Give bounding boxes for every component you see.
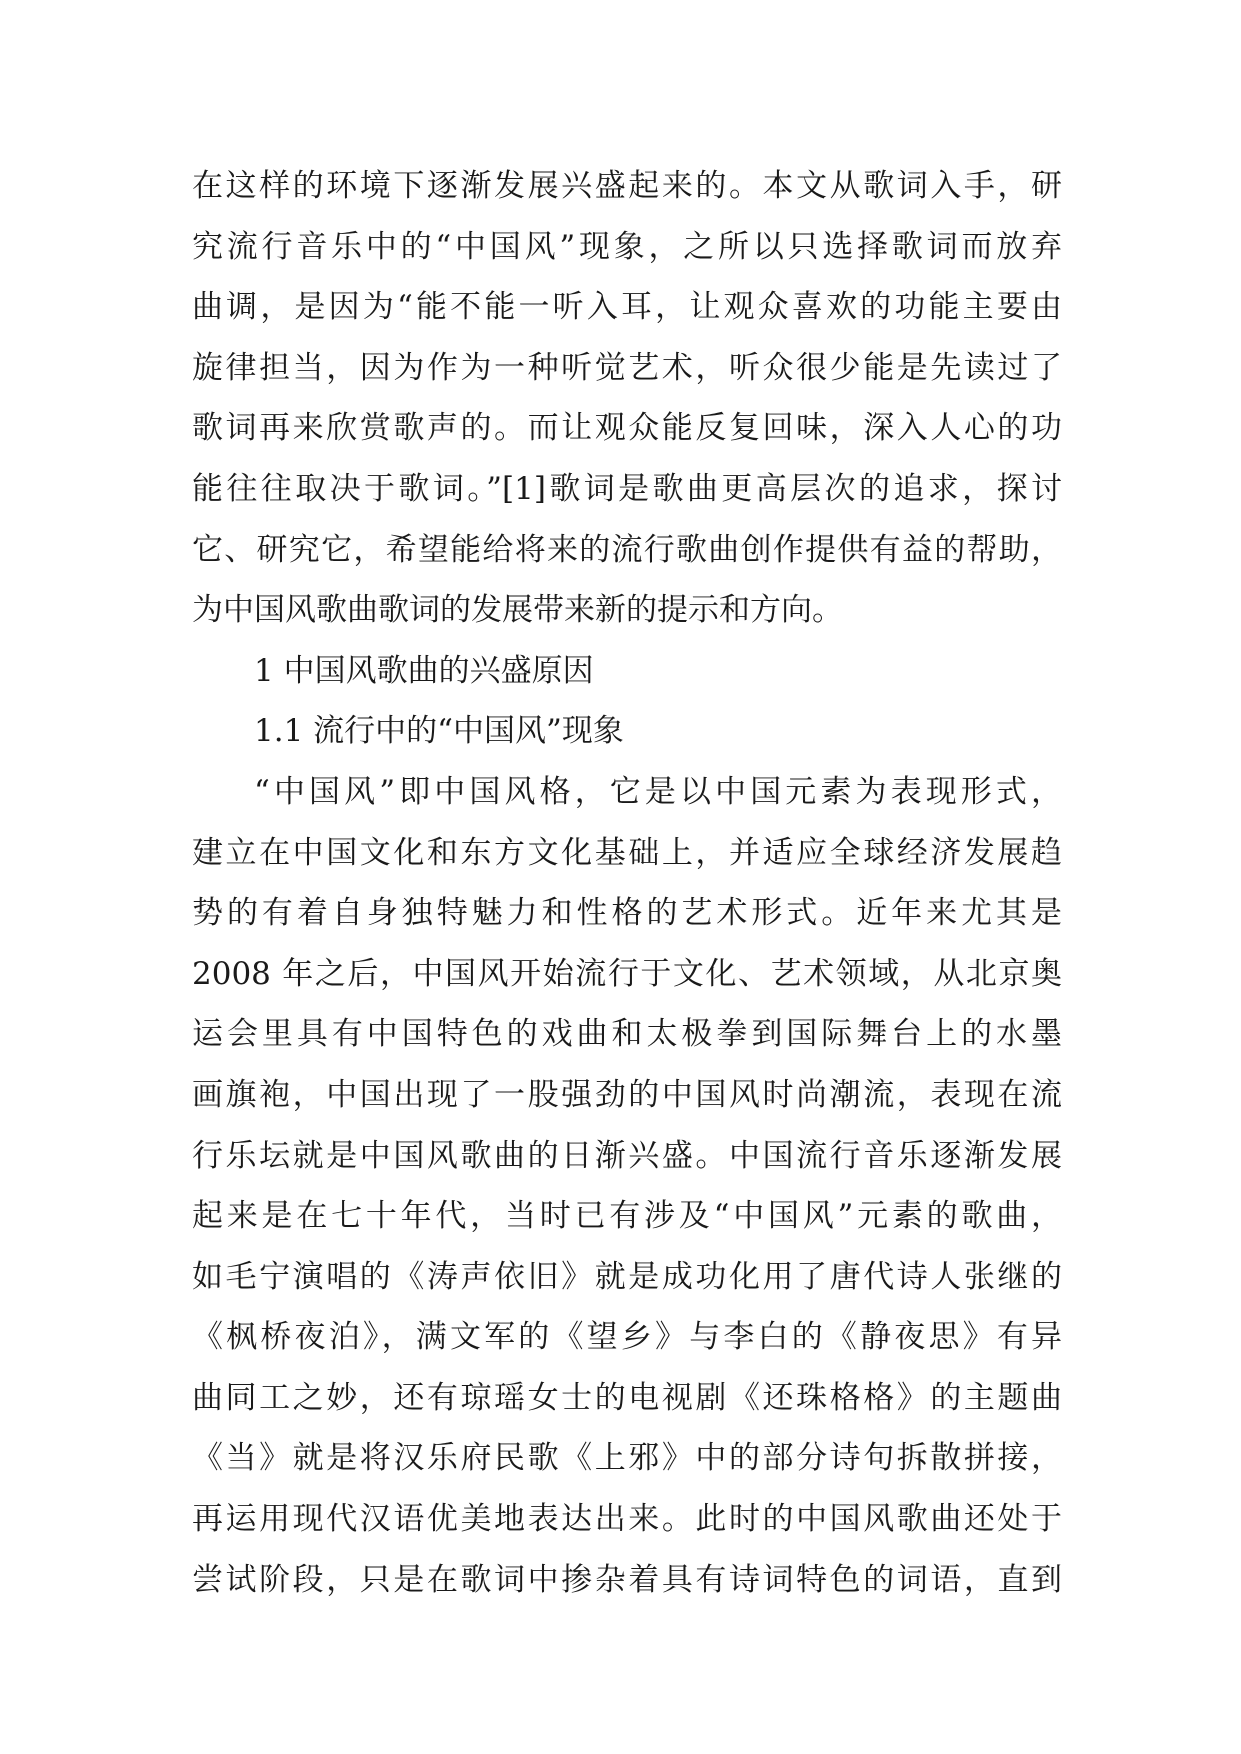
text-line: 它、研究它，希望能给将来的流行歌曲创作提供有益的帮助， (192, 531, 1062, 568)
text-line: 《当》就是将汉乐府民歌《上邪》中的部分诗句拆散拼接， (192, 1440, 1062, 1477)
text-line: 《枫桥夜泊》，满文军的《望乡》与李白的《静夜思》有异 (192, 1319, 1062, 1356)
text-line: 究流行音乐中的“中国风”现象，之所以只选择歌词而放弃 (192, 228, 1062, 265)
body-text (192, 156, 1062, 1610)
text-line: 曲同工之妙，还有琼瑶女士的电视剧《还珠格格》的主题曲 (192, 1379, 1062, 1416)
text-line: 如毛宁演唱的《涛声依旧》就是成功化用了唐代诗人张继的 (192, 1258, 1062, 1295)
text-line: 行乐坛就是中国风歌曲的日渐兴盛。中国流行音乐逐渐发展 (192, 1137, 1062, 1174)
paragraph-end-line: 为中国风歌曲歌词的发展带来新的提示和方向。 (192, 592, 843, 629)
text-line: 2008 年之后，中国风开始流行于文化、艺术领域，从北京奥 (192, 955, 1062, 992)
text-line: 势的有着自身独特魅力和性格的艺术形式。近年来尤其是 (192, 895, 1062, 932)
text-line: 尝试阶段，只是在歌词中掺杂着具有诗词特色的词语，直到 (192, 1561, 1062, 1598)
paragraph-first-line: “中国风”即中国风格，它是以中国元素为表现形式， (254, 773, 1062, 810)
text-line: 运会里具有中国特色的戏曲和太极拳到国际舞台上的水墨 (192, 1016, 1062, 1053)
text-line: 能往往取决于歌词。”[1]歌词是歌曲更高层次的追求，探讨 (192, 470, 1062, 507)
subsection-heading: 1.1 流行中的“中国风”现象 (254, 713, 624, 750)
text-line: 在这样的环境下逐渐发展兴盛起来的。本文从歌词入手，研 (192, 168, 1062, 204)
text-line: 起来是在七十年代，当时已有涉及“中国风”元素的歌曲， (192, 1198, 1062, 1235)
text-line: 建立在中国文化和东方文化基础上，并适应全球经济发展趋 (192, 834, 1062, 871)
section-heading: 1 中国风歌曲的兴盛原因 (254, 652, 594, 689)
text-line: 歌词再来欣赏歌声的。而让观众能反复回味，深入人心的功 (192, 410, 1062, 447)
text-line: 旋律担当，因为作为一种听觉艺术，听众很少能是先读过了 (192, 349, 1062, 386)
text-line: 曲调，是因为“能不能一听入耳，让观众喜欢的功能主要由 (192, 289, 1062, 326)
text-line: 再运用现代汉语优美地表达出来。此时的中国风歌曲还处于 (192, 1501, 1062, 1538)
text-line: 画旗袍，中国出现了一股强劲的中国风时尚潮流，表现在流 (192, 1076, 1062, 1113)
